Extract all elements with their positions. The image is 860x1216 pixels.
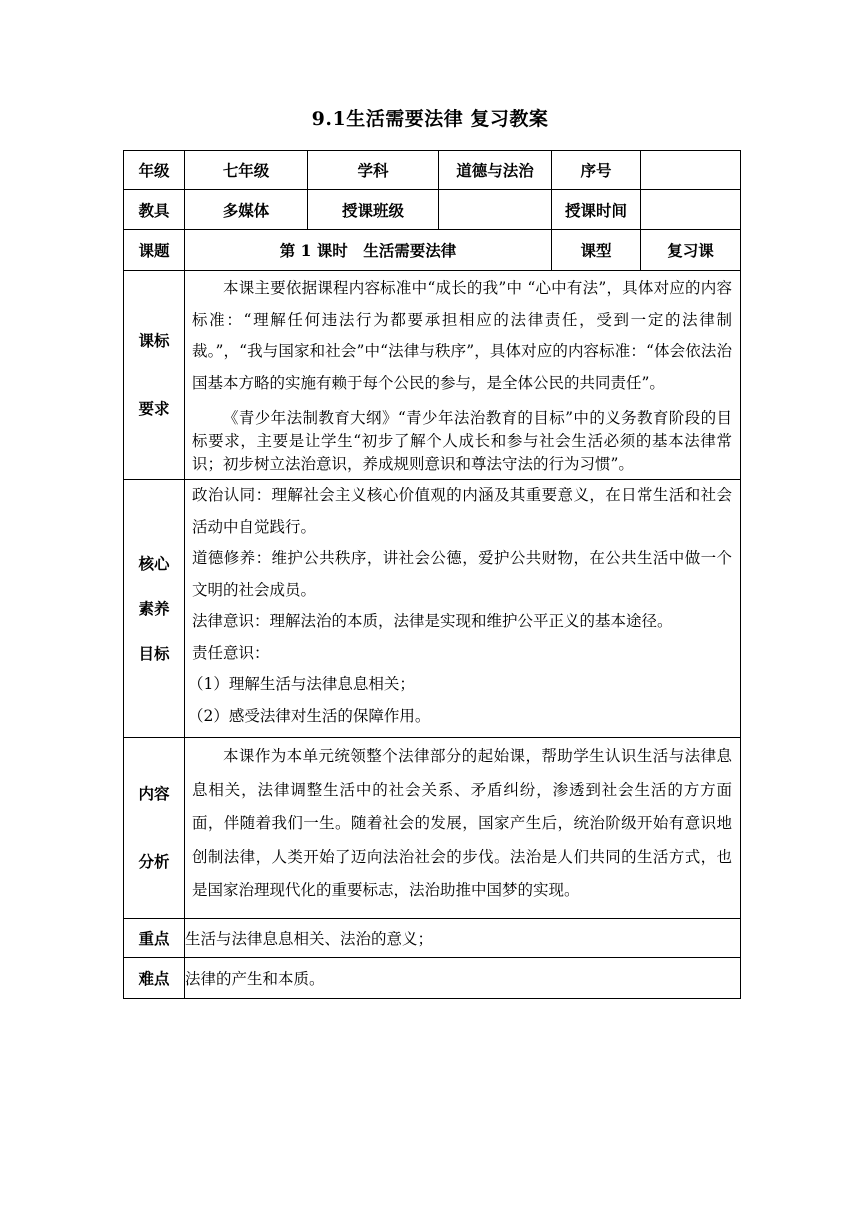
topic-label: 课题 (124, 230, 185, 271)
key-points-label: 重点 (124, 918, 185, 957)
subject-value: 道德与法治 (439, 151, 552, 190)
table-row (124, 151, 741, 190)
analysis-label-line2: 分析 (138, 851, 170, 871)
standards-label (124, 271, 185, 480)
literacy-responsibility: 责任意识： (192, 643, 270, 662)
standards-label-line1: 课标 (138, 331, 170, 350)
table-row (124, 480, 741, 738)
document-title: 9.1生活需要法律 复习教案 (311, 108, 549, 130)
type-value: 复习课 (641, 230, 741, 271)
standards-content (185, 271, 741, 480)
standards-paragraph-2: 《青少年法制教育大纲》“青少年法治教育的目标”中的义务教育阶段的目标要求，主要是让学生“初步了解个人成长和参与社会生活必须的基本法律常识；初步树立法治意识，养成规则意识和尊法守法的行为习惯”。 (192, 409, 732, 473)
literacy-item-2: （2）感受法律对生活的保障作用。 (188, 706, 431, 725)
lesson-plan-table (123, 150, 741, 999)
literacy-moral: 道德修养：维护公共秩序，讲社会公德，爱护公共财物，在公共生活中做一个文明的社会成员。 (192, 549, 732, 599)
serial-label: 序号 (552, 151, 641, 190)
topic-value: 第 1 课时 生活需要法律 (185, 230, 552, 271)
tools-label: 教具 (124, 190, 185, 230)
time-value (641, 190, 741, 230)
table-row (124, 738, 741, 919)
serial-value (641, 151, 741, 190)
analysis-text: 本课作为本单元统领整个法律部分的起始课，帮助学生认识生活与法律息息相关，法律调整生活中的社会关系、矛盾纠纷，渗透到社会生活的方方面面，伴随着我们一生。随着社会的发展，国家产生后，统治阶级开始有意识地创制法律，人类开始了迈向法治社会的步伐。法治是人们共同的生活方式，也是国家治理现代化的重要标志，法治助推中国梦的实现。 (192, 747, 732, 899)
table-row (124, 190, 741, 230)
analysis-label (124, 738, 185, 919)
difficulties-text: 法律的产生和本质。 (185, 957, 741, 998)
literacy-item-1: （1）理解生活与法律息息相关； (188, 675, 415, 693)
class-label: 授课班级 (308, 190, 439, 230)
literacy-label (124, 480, 185, 738)
tools-value: 多媒体 (185, 190, 308, 230)
literacy-label-line1: 核心 (138, 553, 170, 573)
literacy-legal: 法律意识：理解法治的本质，法律是实现和维护公平正义的基本途径。 (192, 612, 673, 630)
table-row (124, 271, 741, 480)
table-row (124, 957, 741, 998)
difficulties-label: 难点 (124, 957, 185, 998)
grade-value: 七年级 (185, 151, 308, 190)
class-value (439, 190, 552, 230)
analysis-label-line1: 内容 (138, 783, 170, 803)
time-label: 授课时间 (552, 190, 641, 230)
analysis-content (185, 738, 741, 919)
key-points-text: 生活与法律息息相关、法治的意义； (185, 918, 741, 957)
subject-label: 学科 (308, 151, 439, 190)
standards-paragraph-1: 本课主要依据课程内容标准中“成长的我”中 “心中有法”，具体对应的内容标准：“理解任何违法行为都要承担相应的法律责任，受到一定的法律制裁。”，“我与国家和社会”中“法律与秩序”，具体对应的内容标准：“体会依法治国基本方略的实施有赖于每个公民的参与，是全体公民的共同责任”。 (192, 279, 732, 392)
table-row (124, 918, 741, 957)
literacy-content (185, 480, 741, 738)
literacy-label-line3: 目标 (138, 643, 170, 663)
type-label: 课型 (552, 230, 641, 271)
literacy-label-line2: 素养 (138, 598, 170, 618)
table-row (124, 230, 741, 271)
standards-label-line2: 要求 (138, 399, 170, 418)
grade-label: 年级 (124, 151, 185, 190)
literacy-political: 政治认同：理解社会主义核心价值观的内涵及其重要意义，在日常生活和社会活动中自觉践行。 (192, 486, 732, 536)
